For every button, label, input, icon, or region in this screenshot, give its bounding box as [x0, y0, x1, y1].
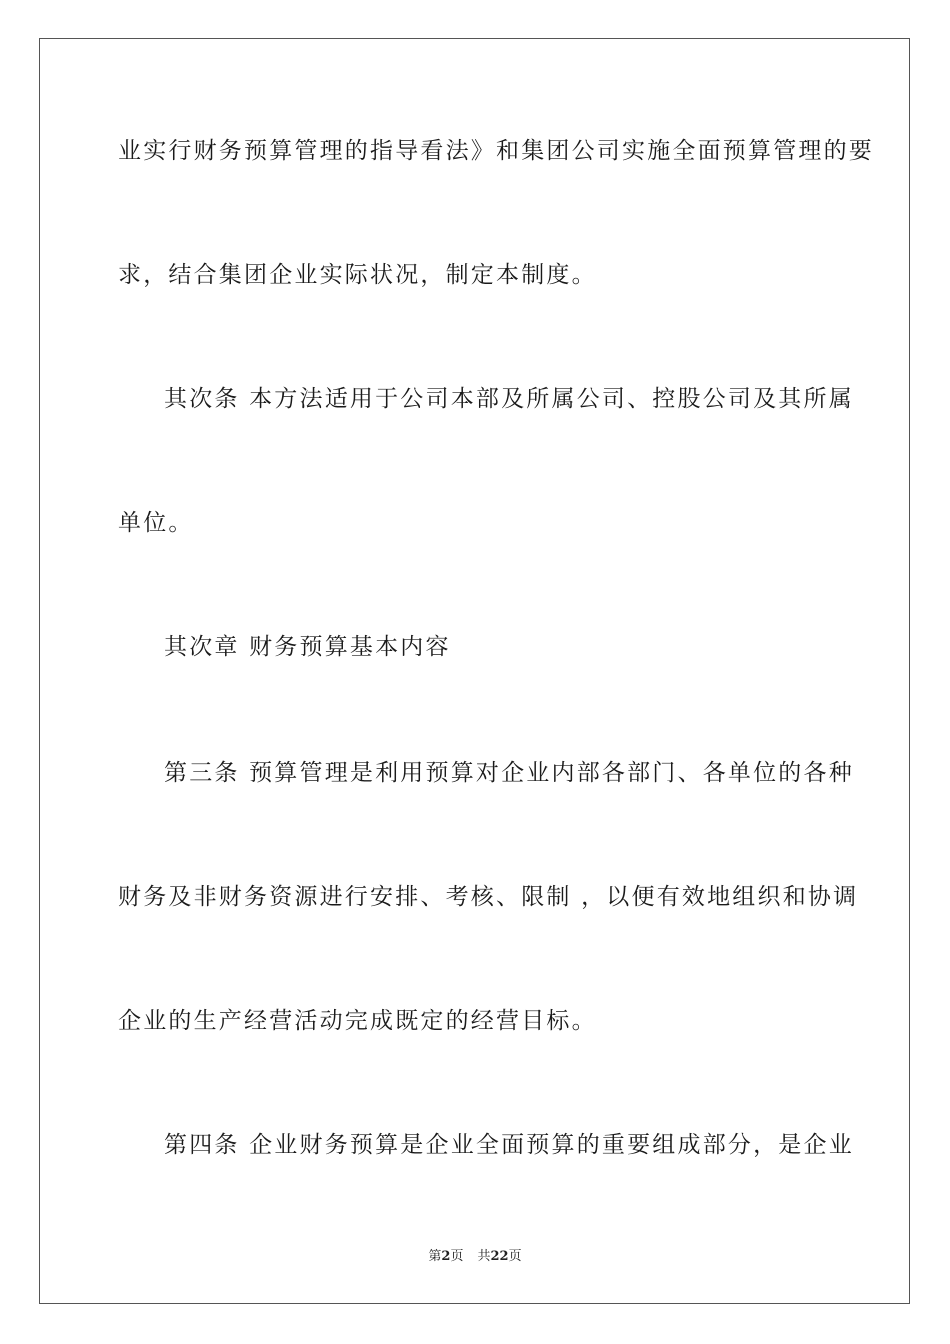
article-3-line-1: 第三条 预算管理是利用预算对企业内部各部门、各单位的各种: [164, 760, 854, 786]
footer-page-prefix: 第: [428, 1249, 442, 1264]
footer-total-suffix: 页: [508, 1249, 522, 1264]
footer-page-suffix: 页: [450, 1249, 464, 1264]
page-footer: [0, 1245, 950, 1264]
article-3-line-3: 企业的生产经营活动完成既定的经营目标。: [118, 1008, 597, 1034]
footer-page-number: 2: [441, 1249, 451, 1264]
page-border: [39, 38, 910, 1304]
article-2-line-2: 单位。: [118, 510, 194, 536]
body-line-2: 求，结合集团企业实际状况，制定本制度。: [118, 262, 597, 288]
body-line-1: 业实行财务预算管理的指导看法》和集团公司实施全面预算管理的要: [118, 138, 874, 164]
chapter-2-heading: 其次章 财务预算基本内容: [164, 634, 451, 660]
footer-total-prefix: 共: [477, 1249, 491, 1264]
article-4-line-1: 第四条 企业财务预算是企业全面预算的重要组成部分，是企业: [164, 1132, 854, 1158]
article-2-line-1: 其次条 本方法适用于公司本部及所属公司、控股公司及其所属: [164, 386, 854, 412]
footer-total-pages: 22: [490, 1249, 509, 1264]
article-3-line-2: 财务及非财务资源进行安排、考核、限制 ，以便有效地组织和协调: [118, 884, 859, 910]
